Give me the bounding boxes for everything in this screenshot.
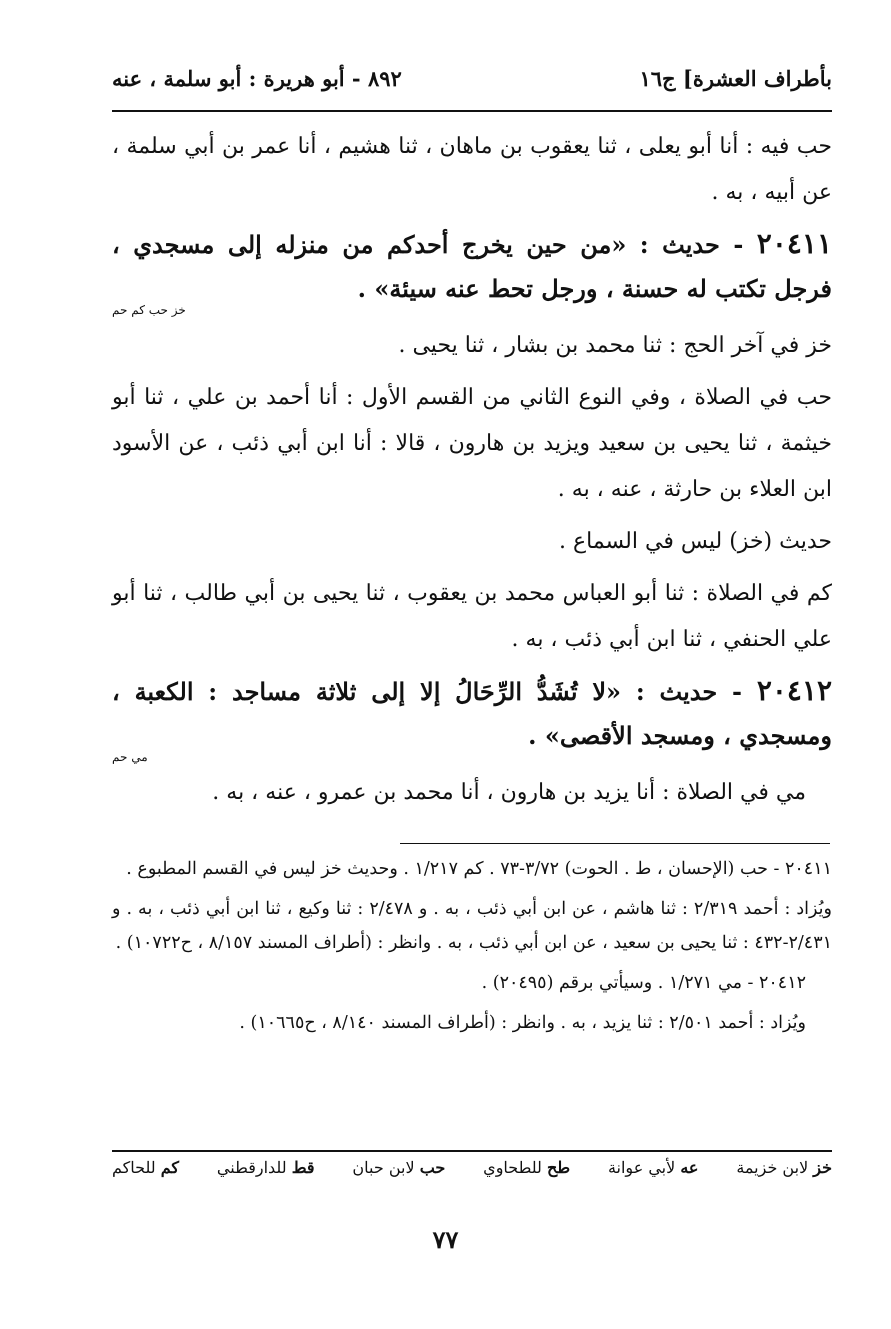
header-rule xyxy=(112,110,832,112)
hadith-text: - حديث : «لا تُشَدُّ الرِّحَالُ إلا إلى ثلاثة مساجد : الكعبة ، ومسجدي ، ومسجد الأقصى» . xyxy=(112,677,832,750)
header-chain-title: ٨٩٢ - أبو هريرة : أبو سلمة ، عنه xyxy=(112,65,402,91)
legend-item: خز لابن خزيمة xyxy=(736,1158,832,1177)
source-marks: خز حب كم حم xyxy=(112,303,186,317)
page-number: ٧٧ xyxy=(432,1225,459,1254)
footnotes xyxy=(112,852,832,1046)
footnote-20411: ٢٠٤١١ - حب (الإحسان ، ط . الحوت) ٣/٧٢-٧٣ . كم ١/٢١٧ . وحديث خز ليس في القسم المطبوع . xyxy=(126,859,832,879)
hadith-text: - حديث : «من حين يخرج أحدكم من منزله إلى مسجدي ، فرجل تكتب له حسنة ، ورجل تحط عنه سيئة» . xyxy=(112,230,832,303)
legend-item: كم للحاكم xyxy=(112,1158,180,1177)
footnote-20412-additions: ويُزاد : أحمد ٢/٥٠١ : ثنا يزيد ، به . وانظر : (أطراف المسند ٨/١٤٠ ، ح١٠٦٦٥) . xyxy=(239,1013,806,1033)
legend-item: قط للدارقطني xyxy=(216,1158,315,1177)
hadith-20412 xyxy=(112,669,832,764)
paragraph-darimi-chain: مي في الصلاة : أنا يزيد بن هارون ، أنا محمد بن عمرو ، عنه ، به . xyxy=(212,780,806,805)
footnote-20411-additions: ويُزاد : أحمد ٢/٣١٩ : ثنا هاشم ، عن ابن أبي ذئب ، به . و ٢/٤٧٨ : ثنا وكيع ، ثنا ابن أبي ذئب ، به . و ٢/٤٣١-٤٣٢ : ثنا يحيى بن سعيد ، عن ابن أبي ذئب ، به . وانظر : (أطراف المسند ٨/١٥٧ ، ح١٠٧٢٢) . xyxy=(112,899,833,953)
header-volume-title: بأطراف العشرة] ج١٦ xyxy=(639,65,832,91)
paragraph-hibban-chain: حب في الصلاة ، وفي النوع الثاني من القسم الأول : أنا أحمد بن علي ، ثنا أبو خيثمة ، ثنا يحيى بن سعيد ويزيد بن هارون ، قالا : أنا ابن أبي ذئب ، عن الأسود ابن العلاء بن حارثة ، عنه ، به . xyxy=(112,385,832,502)
paragraph-khuzayma-source: خز في آخر الحج : ثنا محمد بن بشار ، ثنا يحيى . xyxy=(398,333,832,358)
paragraph-sama-note: حديث (خز) ليس في السماع . xyxy=(559,529,832,554)
source-marks: مي حم xyxy=(112,750,148,764)
hadith-20411 xyxy=(112,222,832,317)
legend-item: عه لأبي عوانة xyxy=(607,1158,699,1177)
abbreviation-legend xyxy=(112,1158,832,1177)
hadith-number: ٢٠٤١٢ xyxy=(756,674,833,707)
main-text xyxy=(112,124,832,822)
legend-rule xyxy=(112,1150,832,1152)
legend-item: حب لابن حبان xyxy=(352,1158,446,1177)
paragraph-hakim-chain: كم في الصلاة : ثنا أبو العباس محمد بن يعقوب ، ثنا يحيى بن أبي طالب ، ثنا أبو علي الحنفي ، ثنا ابن أبي ذئب ، به . xyxy=(112,581,832,652)
running-header xyxy=(112,58,832,98)
footnote-20412: ٢٠٤١٢ - مي ١/٢٧١ . وسيأتي برقم (٢٠٤٩٥) . xyxy=(481,973,806,993)
legend-item: طح للطحاوي xyxy=(483,1158,571,1177)
footnote-rule xyxy=(400,843,830,844)
paragraph-hibban-source: حب فيه : أنا أبو يعلى ، ثنا يعقوب بن ماهان ، ثنا هشيم ، أنا عمر بن أبي سلمة ، عن أبيه ، به . xyxy=(112,134,832,205)
hadith-number: ٢٠٤١١ xyxy=(756,227,832,260)
